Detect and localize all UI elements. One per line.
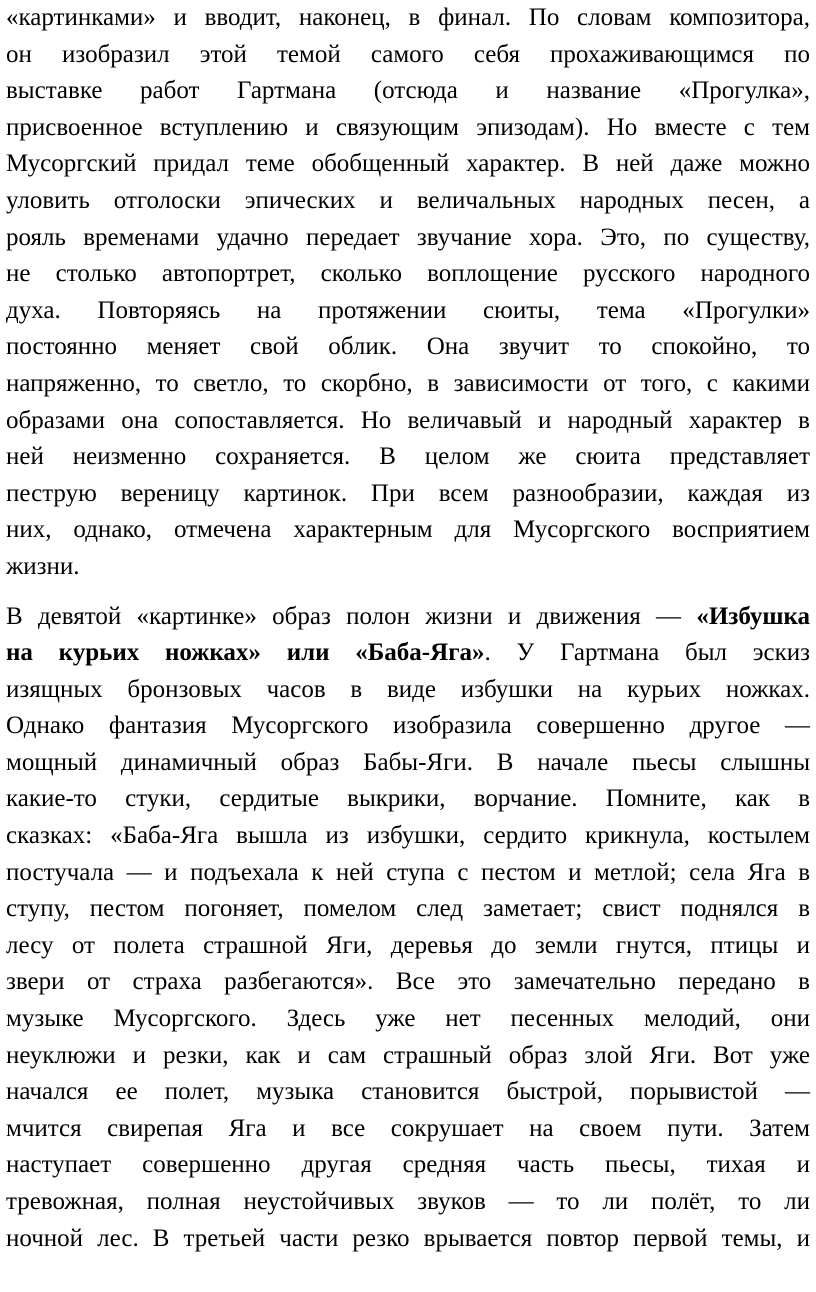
text-line: уловить отголоски эпических и величальных народных песен, а xyxy=(6,186,810,214)
text-line: тревожная, полная неустойчивых звуков — то ли полёт, то ли xyxy=(6,1188,810,1215)
text-line: какие-то стуки, сердитые выкрики, ворчание. Помните, как в xyxy=(6,785,810,813)
text-line: сказках: «Баба-Яга вышла из избушки, сердито крикнула, костылем xyxy=(6,822,810,850)
text-line xyxy=(6,599,810,636)
text-line: постучала — и подъехала к ней ступа с пестом и метлой; села Яга в xyxy=(6,858,810,886)
text-line: ночной лес. В третьей части резко врывается повтор первой темы, и xyxy=(6,1224,810,1252)
text-run: В девятой «картинке» образ полон жизни и движения — xyxy=(6,602,697,630)
text-line: наступает совершенно другая средняя часть пьесы, тихая и xyxy=(6,1151,810,1179)
text-line: выставке работ Гартмана (отсюда и название «Прогулка», xyxy=(6,77,810,105)
text-line: не столько автопортрет, сколько воплощение русского народного xyxy=(6,260,810,288)
text-line: он изобразил этой темой самого себя прохаживающимся по xyxy=(6,40,810,68)
text-line: Мусоргский придал теме обобщенный характер. В ней даже можно xyxy=(6,150,810,178)
text-line: мощный динамичный образ Бабы-Яги. В начале пьесы слышны xyxy=(6,748,810,776)
text-line: лесу от полета страшной Яги, деревья до земли гнутся, птицы и xyxy=(6,931,810,959)
text-line: напряженно, то светло, то скорбно, в зависимости от того, с какими xyxy=(6,369,810,397)
text-line: постоянно меняет свой облик. Она звучит то спокойно, то xyxy=(6,333,810,361)
text-line: духа. Повторяясь на протяжении сюиты, тема «Прогулки» xyxy=(6,296,810,324)
text-line: ней неизменно сохраняется. В целом же сюита представляет xyxy=(6,443,810,471)
text-line: музыке Мусоргского. Здесь уже нет песенных мелодий, они xyxy=(6,1005,810,1033)
text-line: изящных бронзовых часов в виде избушки на курьих ножках. xyxy=(6,675,810,703)
text-line: начался ее полет, музыка становится быстрой, порывистой — xyxy=(6,1078,810,1106)
bold-title-part: «Избушка xyxy=(696,602,810,630)
text-line: мчится свирепая Яга и все сокрушает на своем пути. Затем xyxy=(6,1114,810,1142)
text-line: «картинками» и вводит, наконец, в финал. По словам композитора, xyxy=(6,4,810,31)
text-line: пеструю вереницу картинок. При всем разнообразии, каждая из xyxy=(6,479,810,507)
text-line: образами она сопоставляется. Но величавый и народный характер в xyxy=(6,406,810,434)
text-line: присвоенное вступлению и связующим эпизодам). Но вместе с тем xyxy=(6,113,810,141)
text-run: . У Гартмана был эскиз xyxy=(484,639,810,667)
text-line: жизни. xyxy=(6,552,80,580)
text-line: неуклюжи и резки, как и сам страшный образ злой Яги. Вот уже xyxy=(6,1041,810,1069)
text-line: Однако фантазия Мусоргского изобразила совершенно другое — xyxy=(6,712,810,740)
bold-title-part: на курьих ножках» или «Баба-Яга» xyxy=(6,639,485,667)
text-line: них, однако, отмечена характерным для Мусоргского восприятием xyxy=(6,516,810,544)
paragraph-promenade xyxy=(6,0,810,586)
text-line xyxy=(6,635,810,672)
text-line: рояль временами удачно передает звучание хора. Это, по существу, xyxy=(6,223,810,251)
paragraph-baba-yaga xyxy=(6,599,810,1258)
text-line: звери от страха разбегаются». Все это замечательно передано в xyxy=(6,968,810,996)
text-line: ступу, пестом погоняет, помелом след заметает; свист поднялся в xyxy=(6,895,810,923)
